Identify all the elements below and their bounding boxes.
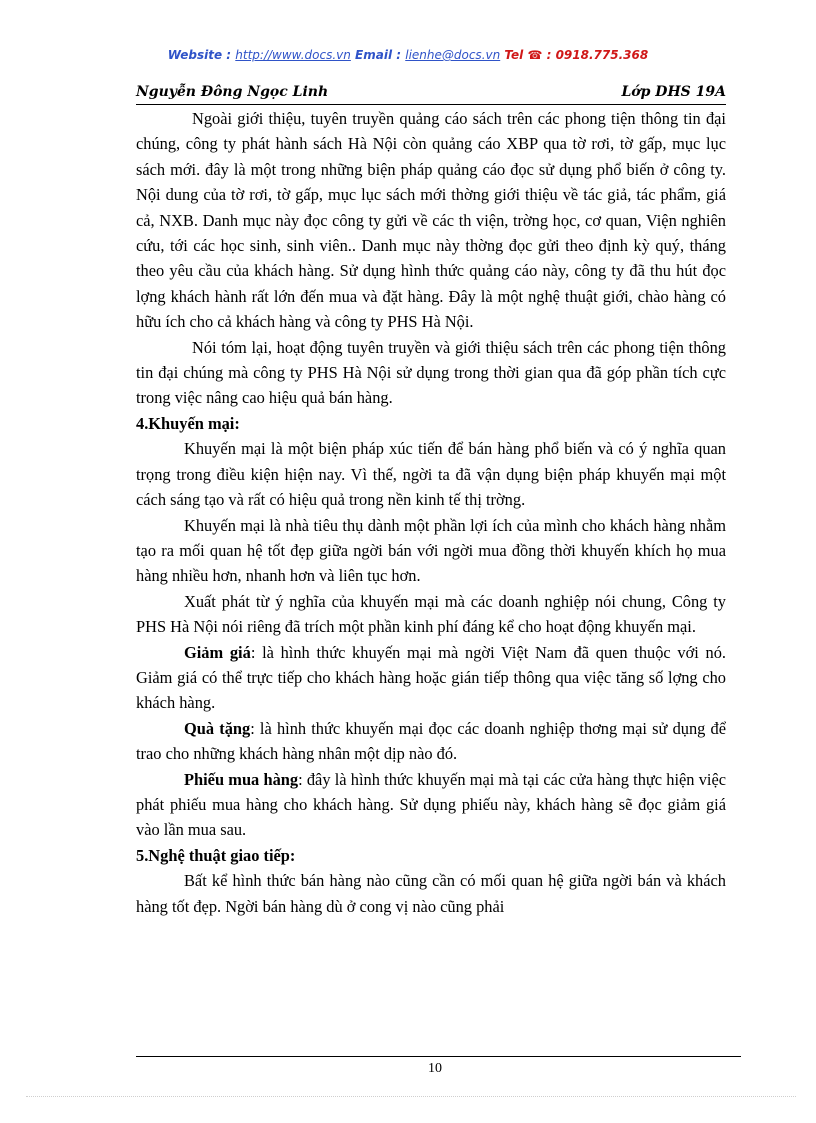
term-gifts: Quà tặng [184, 718, 251, 738]
paragraph-communication: Bất kể hình thức bán hàng nào cũng cần có mối quan hệ giữa ngời bán và khách hàng tốt đẹp. Ngời bán hàng dù ở cong vị nào cũng phải [136, 871, 726, 916]
email-link[interactable]: lienhe@docs.vn [405, 48, 501, 62]
paragraph-gifts [136, 716, 726, 767]
term-discount: Giảm giá [184, 642, 251, 662]
phone-text: Tel ☎ : 0918.775.368 [500, 48, 649, 62]
paragraph-promotion-company: Xuất phát từ ý nghĩa của khuyến mại mà các doanh nghiệp nói chung, Công ty PHS Hà Nội nói riêng đã trích một phần kinh phí đáng kể cho hoạt động khuyến mại. [136, 591, 726, 637]
website-label: Website : [167, 48, 236, 62]
author-name: Nguyễn Đông Ngọc Linh [136, 84, 329, 100]
class-name: Lớp DHS 19A [621, 84, 726, 100]
term-vouchers: Phiếu mua hàng [184, 769, 299, 789]
gifts-text: : là hình thức khuyến mại đọc các doanh nghiệp thơng mại sử dụng để trao cho những khách hàng nhân một dịp nào đó. [136, 718, 726, 764]
website-link[interactable]: http://www.docs.vn [235, 48, 351, 62]
heading-communication: 5.Nghệ thuật giao tiếp: [136, 845, 296, 865]
paragraph-promotion-definition: Khuyến mại là nhà tiêu thụ dành một phần lợi ích của mình cho khách hàng nhằm tạo ra mối quan hệ tốt đẹp giữa ngời bán với ngời mua đồng thời khuyến khích họ mua hàng nhiều hơn, nhanh hơn và liên tục hơn. [136, 515, 726, 586]
paragraph-advertising-leaflets: Ngoài giới thiệu, tuyên truyền quảng cáo sách trên các phong tiện thông tin đại chúng, công ty phát hành sách Hà Nội còn quảng cáo XBP qua tờ rơi, tờ gấp, mục lục sách mới. đây là một trong những biện pháp quảng cáo đọc sử dụng phổ biến ở công ty. Nội dung của tờ rơi, tờ gấp, mục lục sách mới thờng giới thiệu về tác giả, tác phẩm, giá cả, NXB. Danh mục này đọc công ty gửi về các th viện, trờng học, cơ quan, Viện nghiên cứu, tới các học sinh, sinh viên.. Danh mục này thờng đọc gửi theo định kỳ quý, tháng theo yêu cầu của khách hàng. Sử dụng hình thức quảng cáo này, công ty đã thu hút đọc lợng khách hành rất lớn đến mua và đặt hàng. Đây là một nghệ thuật giới, chào hàng có hữu ích cho cả khách hàng và công ty PHS Hà Nội. [136, 109, 726, 332]
footer-rule [136, 1056, 741, 1057]
discount-text: : là hình thức khuyến mại mà ngời Việt Nam đã quen thuộc với nó. Giảm giá có thể trực tiếp cho khách hàng hoặc gián tiếp thông qua việc tăng số lợng cho khách hàng. [136, 642, 726, 713]
vouchers-text: : đây là hình thức khuyến mại mà tại các cửa hàng thực hiện việc phát phiếu mua hàng cho khách hàng. Sử dụng phiếu này, khách hàng sẽ đọc giảm giá vào lần mua sau. [136, 769, 726, 840]
website-contact-bar [0, 48, 816, 62]
paragraph-summary: Nói tóm lại, hoạt động tuyên truyền và giới thiệu sách trên các phong tiện thông tin đại chúng mà công ty PHS Hà Nội sử dụng trong thời gian qua đã góp phần tích cực trong việc nâng cao hiệu quả bán hàng. [136, 337, 726, 408]
page-number: 10 [428, 1061, 442, 1076]
email-label: Email : [350, 48, 406, 62]
document-body [136, 106, 726, 919]
page-edge-dotted-line [26, 1096, 796, 1097]
paragraph-vouchers [136, 767, 726, 843]
paragraph-promotion-intro: Khuyến mại là một biện pháp xúc tiến để bán hàng phổ biến và có ý nghĩa quan trọng trong điều kiện hiện nay. Vì thế, ngời ta đã vận dụng biện pháp khuyến mại một cách sáng tạo và rất có hiệu quả trong nền kinh tế thị trờng. [136, 439, 726, 510]
running-header [136, 84, 726, 105]
paragraph-discount [136, 640, 726, 716]
heading-promotion: 4.Khuyến mại: [136, 413, 240, 433]
